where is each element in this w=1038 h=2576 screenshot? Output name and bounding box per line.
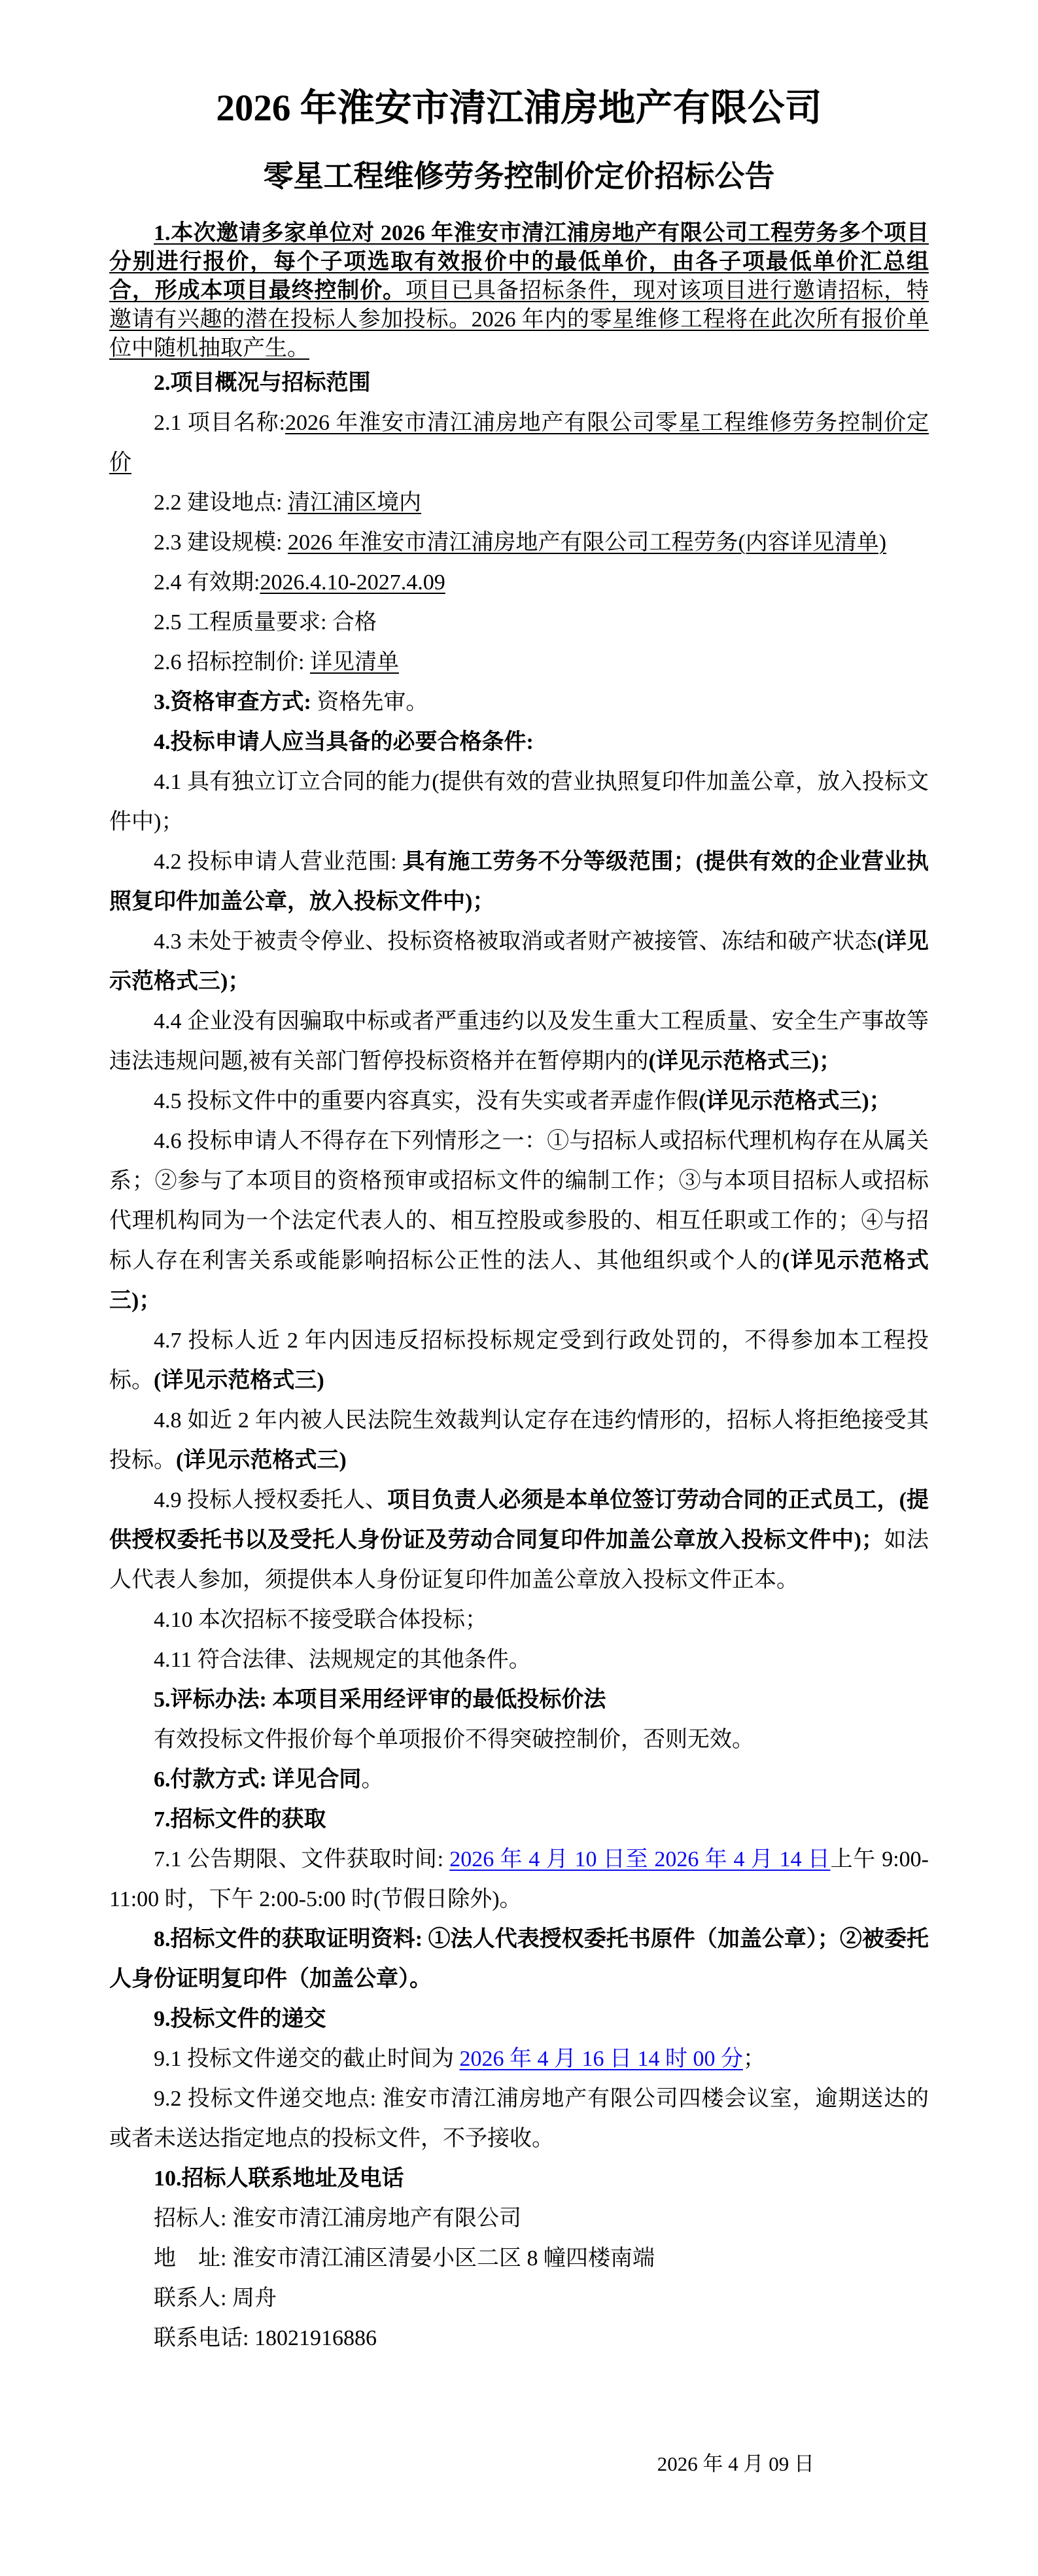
text-segment: 项目已具备招标条件，现对该项目进行邀请招标，特邀请有兴趣的潜在投标人参加投标。2026 年内的零星维修工程将在此次所有报价单位中随机抽取产生。 <box>109 278 929 360</box>
text-segment: 4.10 本次招标不接受联合体投标； <box>154 1607 487 1632</box>
clause-4-2 <box>109 842 929 922</box>
text-segment: 2026 年 4 月 16 日 14 时 00 分 <box>459 2046 743 2071</box>
text-segment: 7.1 公告期限、文件获取时间: <box>154 1847 450 1871</box>
section-6-heading <box>109 1760 929 1800</box>
text-segment: 具有施工劳务不分等级范围；(提供有效的企业营业执照复印件加盖公章，放入投标文件中)； <box>109 849 929 914</box>
clause-4-1 <box>109 762 929 842</box>
clause-4-11 <box>109 1640 929 1680</box>
text-segment: 项目负责人必须是本单位签订劳动合同的正式员工，(提供授权委托书以及受托人身份证及劳动合同复印件加盖公章放入投标文件中)； <box>109 1488 929 1552</box>
clause-4-7 <box>109 1321 929 1401</box>
section-3-heading <box>109 682 929 722</box>
text-segment: 7.招标文件的获取 <box>154 1807 326 1832</box>
text-segment: (详见示范格式三) <box>154 1368 324 1393</box>
clause-2-5 <box>109 602 929 642</box>
clause-9-2 <box>109 2079 929 2159</box>
text-segment: 2.3 建设规模: <box>154 530 288 555</box>
text-segment: (详见示范格式三)； <box>699 1088 891 1113</box>
document-subtitle: 零星工程维修劳务控制价定价招标公告 <box>263 160 775 194</box>
clause-9-1 <box>109 2039 929 2079</box>
text-segment: 详见清单 <box>309 650 399 674</box>
clause-5-note <box>109 1720 929 1760</box>
contact-tenderer <box>109 2199 929 2238</box>
clause-7-1 <box>109 1839 929 1919</box>
text-segment: 招标人: 淮安市清江浦房地产有限公司 <box>154 2206 521 2231</box>
text-segment: 有效投标文件报价每个单项报价不得突破控制价，否则无效。 <box>154 1727 754 1752</box>
clause-2-3 <box>109 523 929 563</box>
clause-4-9 <box>109 1480 929 1600</box>
text-segment: 4.投标申请人应当具备的必要合格条件: <box>154 729 534 754</box>
text-segment: 4.5 投标文件中的重要内容真实，没有失实或者弄虚作假 <box>154 1088 699 1113</box>
text-segment: (详见示范格式三)； <box>109 1248 929 1313</box>
text-segment: 。 <box>361 1767 384 1792</box>
text-segment: ； <box>743 2046 765 2071</box>
text-segment: 如法人代表人参加，须提供本人身份证复印件加盖公章放入投标文件正本。 <box>109 1527 929 1592</box>
clause-2-6 <box>109 642 929 682</box>
text-segment: 2026.4.10-2027.4.09 <box>260 570 445 595</box>
text-segment: 1.本次邀请多家单位对 2026 年淮安市清江浦房地产有限公司工程劳务多个项目分别进行报价，每个子项选取有效报价中的最低单价，由各子项最低单价汇总组合，形成本项目最终控制价。 <box>109 220 929 303</box>
text-segment: 4.1 具有独立订立合同的能力(提供有效的营业执照复印件加盖公章，放入投标文件中)； <box>109 769 929 834</box>
text-segment: 地 址: 淮安市清江浦区清晏小区二区 8 幢四楼南端 <box>154 2246 655 2271</box>
text-segment: 4.6 投标申请人不得存在下列情形之一：①与招标人或招标代理机构存在从属关系；②参与了本项目的资格预审或招标文件的编制工作；③与本项目招标人或招标代理机构同为一个法定代表人的、相互控股或参股的、相互任职或工作的；④与招标人存在利害关系或能影响招标公正性的法人、其他组织或个人的 <box>109 1128 929 1273</box>
text-segment: 8.招标文件的获取证明资料: ①法人代表授权委托书原件（加盖公章）；②被委托人身份证明复印件（加盖公章）。 <box>109 1926 929 1991</box>
section-9-heading <box>109 1999 929 2039</box>
text-segment: (详见示范格式三) <box>176 1448 347 1472</box>
text-segment: (详见示范格式三)； <box>109 929 929 994</box>
text-segment: 联系电话: 18021916886 <box>154 2325 377 2350</box>
text-segment: 5.评标办法: 本项目采用经评审的最低投标价法 <box>154 1687 606 1712</box>
clause-4-8 <box>109 1401 929 1480</box>
section-10-heading <box>109 2159 929 2199</box>
text-segment: 6.付款方式: 详见合同 <box>154 1767 362 1792</box>
text-segment: 2026 年淮安市清江浦房地产有限公司零星工程维修劳务控制价定价 <box>109 410 929 475</box>
text-segment: 清江浦区境内 <box>287 490 421 515</box>
contact-address <box>109 2238 929 2278</box>
text-segment: 2.2 建设地点: <box>154 490 288 515</box>
text-segment: 4.7 投标人近 2 年内因违反招标投标规定受到行政处罚的，不得参加本工程投标。 <box>109 1328 929 1393</box>
text-segment: 9.1 投标文件递交的截止时间为 <box>154 2046 460 2071</box>
section-8-heading <box>109 1919 929 1999</box>
clause-2-1 <box>109 403 929 483</box>
text-segment: 2026 年 4 月 10 日至 2026 年 4 月 14 日 <box>449 1847 831 1871</box>
text-segment: 4.3 未处于被责令停业、投标资格被取消或者财产被接管、冻结和破产状态 <box>154 929 877 954</box>
section-5-heading <box>109 1680 929 1720</box>
text-segment: 2.项目概况与招标范围 <box>154 370 371 395</box>
text-segment: 2026 年淮安市清江浦房地产有限公司工程劳务(内容详见清单) <box>287 530 887 555</box>
section-7-heading <box>109 1800 929 1839</box>
text-segment: 9.投标文件的递交 <box>154 2006 326 2031</box>
text-segment: 2.4 有效期: <box>154 570 260 595</box>
clause-4-10 <box>109 1600 929 1640</box>
clause-4-5 <box>109 1081 929 1121</box>
clause-4-4 <box>109 1001 929 1081</box>
text-segment: 2.5 工程质量要求: 合格 <box>154 610 377 635</box>
text-segment: 联系人: 周舟 <box>154 2286 277 2310</box>
text-segment: 4.8 如近 2 年内被人民法院生效裁判认定存在违约情形的，招标人将拒绝接受其投标。 <box>109 1408 929 1472</box>
text-segment: 资格先审。 <box>317 689 428 714</box>
clause-4-3 <box>109 922 929 1001</box>
intro-paragraph <box>109 219 929 363</box>
document-date: 2026 年 4 月 09 日 <box>657 2452 814 2475</box>
document-body <box>109 219 929 2358</box>
text-segment: 4.4 企业没有因骗取中标或者严重违约以及发生重大工程质量、安全生产事故等违法违规问题,被有关部门暂停投标资格并在暂停期内的 <box>109 1009 929 1073</box>
document-title: 2026 年淮安市清江浦房地产有限公司 <box>216 88 822 129</box>
section-4-heading <box>109 722 929 762</box>
text-segment: 2.1 项目名称: <box>154 410 285 435</box>
section-2-heading <box>109 363 929 403</box>
contact-person <box>109 2278 929 2318</box>
clause-2-2 <box>109 483 929 523</box>
text-segment: 9.2 投标文件递交地点: 淮安市清江浦房地产有限公司四楼会议室，逾期送达的或者未送达指定地点的投标文件，不予接收。 <box>109 2086 929 2151</box>
text-segment: 2.6 招标控制价: <box>154 650 310 674</box>
contact-phone <box>109 2318 929 2358</box>
text-segment: 4.9 投标人授权委托人、 <box>154 1488 388 1512</box>
text-segment: 上午 9:00-11:00 时，下午 2:00-5:00 时(节假日除外)。 <box>109 1847 929 1911</box>
text-segment: 4.11 符合法律、法规规定的其他条件。 <box>154 1647 531 1672</box>
text-segment: (详见示范格式三)； <box>648 1049 842 1073</box>
text-segment: 4.2 投标申请人营业范围: <box>154 849 403 874</box>
text-segment: 10.招标人联系地址及电话 <box>154 2166 404 2191</box>
clause-2-4 <box>109 563 929 602</box>
text-segment: 3.资格审查方式: <box>154 689 317 714</box>
clause-4-6 <box>109 1121 929 1321</box>
